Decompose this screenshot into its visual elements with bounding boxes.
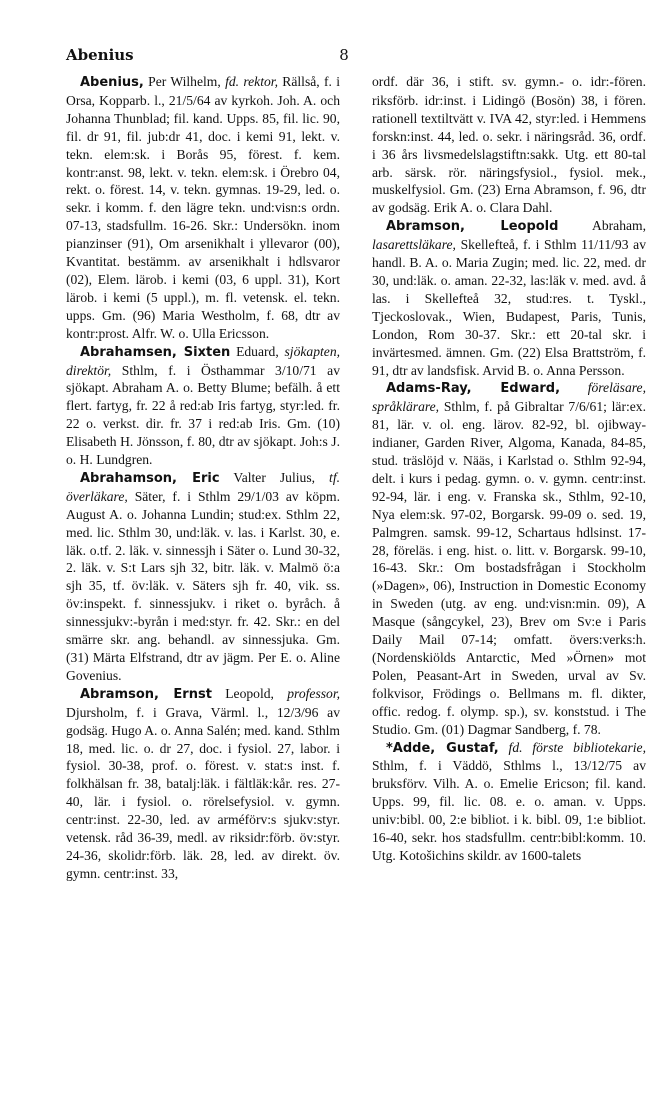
entry-surname: Abrahamson, Eric bbox=[80, 470, 220, 486]
entry-given-names bbox=[499, 740, 509, 755]
entry-title: sjökapten, direktör, bbox=[66, 343, 341, 378]
entry-title: professor, bbox=[287, 685, 340, 701]
entry-surname: Abramson, Leopold bbox=[386, 219, 559, 235]
entry-text: Rällså, f. i Orsa, Kopparb. l., 21/5/64 av kyrkoh. Joh. A. och Johanna Thunblad; fil. kand. Upps. 85, fil. lic. 90, fil. dr 91, fil. jub:dr 41, doc. i kemi 91, lekt. v. tekn. elem:sk. i Borås 95, förest. f. kem. kontr:anst. 98, lekt. v. tekn. elem:sk. i Örebro 04, rekt. o. förest. 14, v. tekn. gymnas. 19-29, led. o. sekr. i komm. f. den lägre tekn. und:visn:s ordn. 07-13, stadsfullm. 16-26. Skr.: Undersökn. inom pianzinser (91), Om arsenikhalt i yllevaror (00), Kvantitat. bestämm. av arsenikhalt i hdlsvaror (02), Elem. lärob. i kemi (03, 6 uppl. 31), Kort lärob. i kemi (5 uppl.), m. fl. vetensk. el. tekn. upps. Gm. (96) Maria Westholm, f. 68, dtr av kontr:prost. Alfr. W. o. Ulla Ericsson. bbox=[66, 74, 341, 341]
biography-entry bbox=[372, 73, 646, 217]
entry-surname: *Adde, Gustaf, bbox=[386, 740, 499, 756]
biography-entry bbox=[66, 685, 340, 883]
entry-surname: Abenius, bbox=[80, 75, 144, 90]
entry-surname: Abramson, Ernst bbox=[80, 686, 212, 702]
biography-entry bbox=[66, 469, 340, 685]
biography-entry bbox=[66, 73, 340, 343]
entry-given-names: Leopold, bbox=[211, 685, 288, 701]
entry-title: fd. förste bibliotekarie, bbox=[508, 739, 646, 755]
entry-given-names: Abraham, bbox=[558, 218, 647, 234]
entry-title: föreläsare, språklärare, bbox=[372, 380, 646, 415]
biography-entry bbox=[372, 217, 646, 379]
entry-text: Sthlm, f. i Östhammar 3/10/71 av sjökapt. Abraham A. o. Betty Blume; befälh. å ett flert. fartyg, fr. 22 å red:ab Iris fartyg, styr:led. fr. 22 o. verkst. dir. fr. 37 i red:ab Iris. Gm. (10) Elisabeth H. Jönsson, f. 80, dtr av sjökapt. Joh:s J. o. H. Lundgren. bbox=[66, 362, 340, 468]
entry-text: Sthlm, f. i Väddö, Sthlms l., 13/12/75 av bruksförv. Vilh. A. o. Emelie Ericson; fil. kand. Upps. 99, fil. lic. 08. e. o. aman. v. Upps. univ:bibl. 00, 2:e bibliot. i k. bibl. 09, 1:e bibliot. 16-40, sekr. hos stadsfullm. centr:bibl:komm. 10. Utg. Kotošichins skildr. av 1600-talets bbox=[372, 758, 646, 863]
entry-surname: Adams-Ray, Edward, bbox=[386, 381, 561, 397]
biography-entry bbox=[372, 379, 646, 738]
entry-text: ordf. där 36, i stift. sv. gymn.- o. idr:-fören. riksförb. idr:inst. i Lidingö (Bosön) 38, i fören. rationell textiltvätt v. IVA 42, styr:led. i Hemmens forskn:inst. 44, led. o. sekr. i näringsråd. 36, ordf. i 36 års livsmedelslagstiftn:sakk. Utg. ett 80-tal arb. särsk. rör. näringsfysiol., fysiol. mek., muskelfysiol. Gm. (23) Erna Abramson, f. 96, dtr av godsäg. Erik A. o. Clara Dahl. bbox=[372, 74, 646, 216]
entry-surname: Abrahamsen, Sixten bbox=[80, 344, 231, 360]
running-head-word: Abenius bbox=[66, 46, 134, 64]
entry-text: Djursholm, f. i Grava, Värml. l., 12/3/96 av godsäg. Hugo A. o. Anna Salén; med. kand. Sthlm 18, med. lic. o. dr 27, doc. i fysiol. 27, labor. i fysiol. 30-38, prof. o. förest. v. stat:s inst. f. folkhälsan fr. 38, batalj:läk. i fältläk:kår. res. 27-40, lär. i fysiol. o. rörelsefysiol. v. gymn. centr:inst. 22-30, led. av arméförv:s sjukv:styr. vetensk. råd 36-39, medl. av riksidr:förb. öv:styr. 24-36, skolidr:förb. läk. 28, led. av direkt. öv. gymn. centr:inst. 33, bbox=[66, 704, 340, 881]
entry-text: Skellefteå, f. i Sthlm 11/11/93 av handl. B. A. o. Maria Zugin; med. lic. 22, med. dr 30, und:läk. o. aman. 22-32, las:läk v. med. avd. å las. i Skellefteå 32, stud:res. t. Tyskl., Tjeckoslovak., Wien, Budapest, Paris, Tunis, London, Rom 30-37. Skr.: ett 20-tal skr. i invärtesmed. ämnen. Gm. (22) Elsa Brattström, f. 91, dtr av landsfisk. Arvid B. o. Anna Persson. bbox=[372, 237, 646, 378]
right-column bbox=[372, 73, 646, 865]
entry-title: fd. rektor, bbox=[225, 74, 278, 89]
entry-given-names: Valter Julius, bbox=[219, 469, 330, 485]
left-column bbox=[66, 73, 340, 883]
entry-title: tf. överläkare, bbox=[66, 469, 340, 504]
entry-text: Säter, f. i Sthlm 29/1/03 av köpm. August A. o. Johanna Lundin; stud:ex. Sthlm 22, med. lic. Sthlm 30, und:läk. v. las. i Karlst. 30, e. läk. o.tf. 2. läk. v. sinnessjh i Säter o. Lund 30-32, 2. läk. v. S:t Lars sjh 32, bitr. läk. v. Malmö ö:a sjh 35, tf. öv:läk. v. Säters sjh fr. 40, vik. ss. öv:inspekt. f. sinnessjukv. i riket o. byråch. å sinnessjukv:-byrån i med:styr. fr. 42. Skr.: en del smärre skr. ang. behandl. av sinnessjuka. Gm. (31) Märta Elfstrand, dtr av jägm. Per E. o. Aline Govenius. bbox=[66, 488, 340, 683]
running-header bbox=[66, 46, 622, 68]
entry-given-names: Eduard, bbox=[230, 343, 285, 359]
entry-title: lasarettsläkare, bbox=[372, 237, 456, 253]
entry-given-names: Per Wilhelm, bbox=[143, 74, 226, 89]
page-number: 8 bbox=[339, 46, 349, 64]
biography-entry bbox=[372, 739, 646, 865]
entry-text: Sthlm, f. på Gibraltar 7/6/61; lär:ex. 81, lär. v. ol. eng. lärov. 82-92, bl. ojibway-indianer, Garden River, Algoma, Kanada, 84-85, stud. träslöjd v. Nääs, i Karlstad o. Sthlm 92-94, delt. i kurs i pedag. gymn. o. v. gymn. centr:inst. 92-94, lär. i eng. v. Franska sk., Sthlm, 92-10, Nya elem:sk. 97-02, Borgarsk. 99-09 o. sed. 19, Palmgren. samsk. 99-12, Schartaus hdlsinst. 17-28, föreläs. i eng. hist. o. litt. v. Borgarsk. 99-10, 16-43. Skr.: Om bostadsfrågan i Stockholm (»Dagen», 06), Instruction in Domestic Economy in Sweden (utg. av eng. und:visn:min. 09), A Masque (sångcykel, 23), Brev om Sv:e i Paris Daily Mail 07-14; omfatt. övers:verks:h. (Nordenskiölds Antarctic, Med »Örnen» mot Polen, Peasant-Art in Sweden, urval av Sv. folkvisor, Frödings o. Bellmans m. fl. dikter, offic. redog. f. olymp. sp.), sv. konststud. i The Studio. Gm. (01) Dagmar Sandberg, f. 78. bbox=[372, 399, 646, 737]
entry-given-names bbox=[560, 380, 588, 395]
biography-entry bbox=[66, 343, 340, 469]
